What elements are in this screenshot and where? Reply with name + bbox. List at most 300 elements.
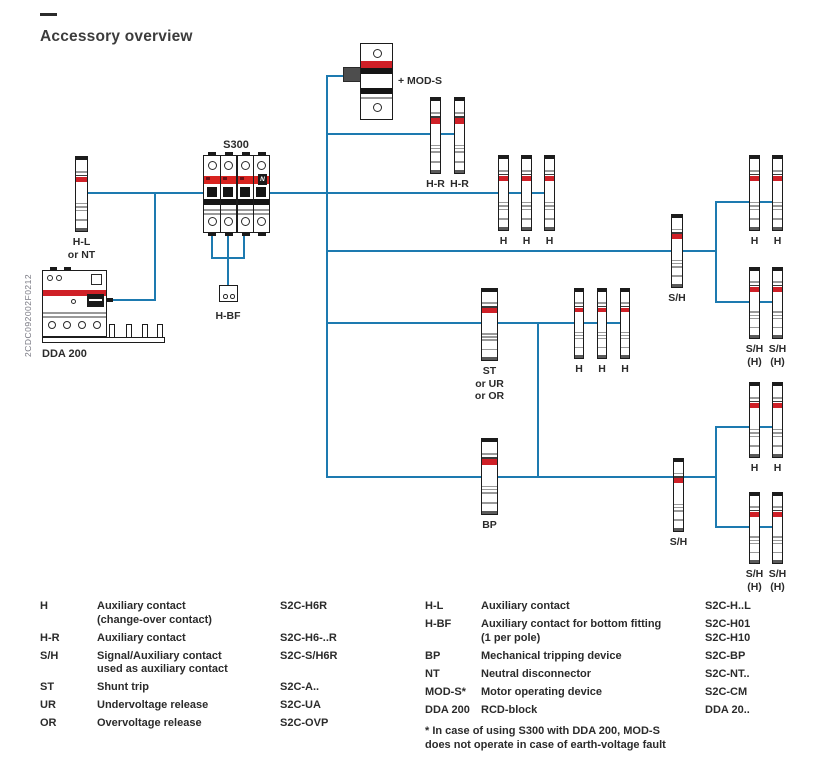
legend-text-line: Shunt trip — [97, 681, 149, 693]
device-label-h-3 — [546, 235, 554, 248]
legend-table-right — [425, 600, 800, 752]
legend-footnote — [425, 725, 800, 752]
device-detail — [455, 112, 464, 114]
title-dash — [40, 13, 57, 16]
device-detail — [750, 315, 759, 317]
legend-desc — [481, 668, 705, 682]
legend-type — [705, 650, 800, 664]
legend-text-line: Auxiliary contact — [97, 631, 186, 644]
device-label-s300: S300 — [223, 139, 249, 151]
terminal-circle — [78, 321, 86, 329]
connector-line — [715, 427, 717, 528]
device-h-r-2 — [454, 97, 465, 174]
device-detail — [499, 205, 508, 207]
device-detail — [76, 219, 87, 221]
device-detail — [455, 145, 464, 147]
device-label-line: H — [598, 363, 606, 375]
legend-text-line: (change-over contact) — [97, 613, 212, 626]
legend-text-line: DDA 20.. — [705, 703, 750, 716]
device-detail — [482, 489, 497, 491]
device-detail — [773, 445, 782, 447]
device-mod-s — [360, 43, 393, 120]
device-detail — [750, 218, 759, 220]
device-detail — [482, 492, 497, 494]
device-label-line: H — [773, 462, 782, 474]
device-detail — [575, 302, 583, 304]
red-band — [522, 176, 531, 181]
device-label-line: or OR — [474, 390, 505, 402]
device-label-line: H — [499, 235, 508, 247]
legend-desc — [481, 600, 705, 614]
device-detail — [750, 397, 759, 399]
device-cap — [545, 156, 554, 159]
device-detail — [750, 318, 759, 320]
device-label-line: H — [522, 235, 531, 247]
legend-type — [280, 632, 410, 646]
device-detail — [499, 218, 508, 220]
legend-row — [425, 650, 800, 664]
device-dda200 — [42, 270, 107, 337]
legend-row — [40, 650, 410, 677]
device-detail — [773, 432, 782, 434]
device-h-mid-1 — [574, 288, 584, 359]
legend-type — [280, 699, 410, 713]
device-label-line: S/H — [745, 568, 764, 580]
device-label-line: (H) — [770, 355, 785, 368]
device-label-line: ST — [482, 365, 497, 377]
device-detail — [455, 148, 464, 150]
document-id-vertical-label: 2CDC092002F0212 — [23, 273, 33, 357]
terminal-circle — [208, 217, 217, 226]
device-detail — [750, 552, 759, 554]
device-detail — [773, 281, 782, 283]
device-detail — [750, 432, 759, 434]
black-band — [361, 68, 392, 74]
legend-text-line: NT — [425, 667, 440, 680]
device-label-h-mid-3 — [621, 363, 629, 376]
device-cap — [750, 335, 759, 339]
device-detail — [672, 260, 682, 262]
terminal-circle — [257, 161, 266, 170]
device-cap — [773, 335, 782, 339]
legend-text-line: S2C-OVP — [280, 717, 329, 729]
connector-line — [326, 250, 717, 252]
device-detail — [598, 332, 606, 334]
red-band — [482, 308, 497, 313]
device-label-shh-low-1 — [746, 568, 764, 593]
red-band — [773, 287, 782, 292]
legend-type — [280, 717, 410, 731]
device-detail — [773, 543, 782, 545]
device-h-mid-3 — [620, 288, 630, 359]
red-band — [750, 512, 759, 517]
device-h-up-right-1 — [749, 155, 760, 231]
connector-line — [326, 133, 462, 135]
legend-row — [40, 717, 410, 731]
device-detail — [522, 209, 531, 211]
device-detail — [598, 302, 606, 304]
module-separator — [220, 156, 222, 232]
device-detail — [76, 210, 87, 212]
device-detail — [773, 540, 782, 542]
legend-term — [425, 686, 481, 700]
terminal-circle — [257, 217, 266, 226]
legend-term — [425, 600, 481, 614]
base-rail — [42, 337, 165, 343]
device-detail — [750, 311, 759, 313]
coupling-pin — [106, 298, 113, 302]
legend-row — [40, 699, 410, 713]
red-band — [361, 61, 392, 68]
device-label-sh-lower — [670, 536, 688, 549]
device-detail — [482, 486, 497, 488]
test-button — [71, 299, 76, 304]
device-detail — [750, 202, 759, 204]
device-sh-upper — [671, 214, 683, 288]
coupling-pin — [142, 324, 148, 338]
device-cap — [575, 355, 583, 359]
device-label-line: BP — [482, 519, 497, 531]
device-detail — [575, 335, 583, 337]
device-h-mid-2 — [597, 288, 607, 359]
window-detail — [91, 274, 102, 285]
legend-text-line: H-BF — [425, 618, 452, 630]
device-detail — [545, 209, 554, 211]
red-band — [773, 403, 782, 408]
device-label-h-up-right-2 — [774, 235, 782, 248]
legend-desc — [481, 650, 705, 664]
device-detail — [773, 429, 782, 431]
terminal-tab — [208, 152, 216, 156]
legend-row — [40, 632, 410, 646]
connector-line — [715, 526, 779, 528]
device-label-mod-s: + MOD-S — [398, 75, 443, 87]
legend-text-line: Motor operating device — [481, 685, 603, 698]
device-shh-low-1 — [749, 492, 760, 564]
connector-line — [326, 75, 328, 478]
red-band — [482, 459, 497, 464]
device-detail — [499, 209, 508, 211]
device-detail — [43, 316, 106, 318]
device-detail — [672, 275, 682, 277]
terminal-tab — [258, 152, 266, 156]
device-detail — [482, 349, 497, 351]
device-label-line: H — [773, 235, 782, 247]
terminal-circle — [224, 161, 233, 170]
device-label-line: H-R — [426, 178, 445, 190]
terminal-circle — [223, 294, 228, 299]
device-detail — [621, 347, 629, 349]
device-shh-low-2 — [772, 492, 783, 564]
device-detail — [431, 161, 440, 163]
device-h-low-right-1 — [749, 382, 760, 458]
device-label-st — [475, 365, 504, 403]
device-label-line: H — [545, 235, 554, 247]
connector-line — [715, 301, 779, 303]
legend-term — [40, 650, 97, 677]
terminal-circle — [230, 294, 235, 299]
device-cap — [773, 268, 782, 271]
device-cap — [773, 156, 782, 159]
device-h-r-1 — [430, 97, 441, 174]
legend-text-line: OR — [40, 717, 57, 729]
connector-line — [154, 193, 156, 300]
red-band — [674, 478, 683, 483]
connector-line — [243, 232, 245, 259]
device-detail — [674, 473, 683, 475]
legend-text-line: H — [40, 600, 48, 612]
legend-text-line: Mechanical tripping device — [481, 649, 622, 662]
coupling-pin — [126, 324, 132, 338]
red-band — [431, 118, 440, 123]
legend-text-line: Undervoltage release — [97, 699, 209, 711]
legend-row — [425, 600, 800, 614]
legend-text-line: ST — [40, 681, 55, 693]
device-label-line: S/H — [768, 568, 787, 580]
legend-text-line: S2C-S/H6R — [280, 649, 338, 662]
device-label-h-up-right-1 — [751, 235, 759, 248]
device-cap — [482, 357, 497, 361]
legend-desc — [97, 717, 280, 731]
mounting-hole — [373, 103, 382, 112]
device-detail — [431, 112, 440, 114]
legend-text-line: Overvoltage release — [97, 717, 202, 729]
mounting-hole — [373, 49, 382, 58]
device-cap — [750, 383, 759, 386]
connector-line — [537, 323, 539, 478]
device-detail — [672, 229, 682, 231]
device-detail — [773, 318, 782, 320]
legend-table-left — [40, 600, 410, 735]
device-label-shh-up-2 — [769, 343, 787, 368]
legend-text-line: S2C-BP — [705, 649, 746, 662]
red-band — [455, 118, 464, 123]
device-detail — [598, 335, 606, 337]
legend-type — [280, 681, 410, 695]
terminal-circle — [224, 217, 233, 226]
device-label-h-1 — [500, 235, 508, 248]
device-cap — [674, 528, 683, 532]
terminal-circle — [93, 321, 101, 329]
device-cap — [522, 156, 531, 159]
device-detail — [76, 171, 87, 173]
connector-line — [715, 202, 717, 303]
device-h-1 — [498, 155, 509, 231]
device-label-h-2 — [523, 235, 531, 248]
device-label-line: or NT — [67, 248, 96, 261]
device-h-bf — [219, 285, 238, 302]
legend-text-line: RCD-block — [481, 703, 538, 716]
coupling-pin — [157, 324, 163, 338]
device-detail — [621, 338, 629, 340]
legend-type — [705, 600, 800, 614]
device-detail — [773, 506, 782, 508]
legend-row — [425, 686, 800, 700]
legend-text-line: H-L — [425, 600, 444, 612]
device-detail — [361, 97, 392, 99]
device-label-line: (H) — [747, 355, 762, 368]
device-detail — [621, 332, 629, 334]
terminal-circle — [47, 275, 53, 281]
legend-desc — [97, 600, 280, 627]
coupling-pin — [109, 324, 115, 338]
legend-row — [40, 681, 410, 695]
legend-row — [425, 668, 800, 682]
device-detail — [750, 209, 759, 211]
legend-desc — [97, 681, 280, 695]
legend-text-line: H-R — [40, 631, 60, 644]
device-detail — [76, 206, 87, 208]
device-detail — [482, 339, 497, 341]
legend-desc — [97, 650, 280, 677]
device-cap — [482, 439, 497, 442]
band-mark — [223, 177, 227, 180]
device-cap — [773, 227, 782, 231]
device-detail — [545, 205, 554, 207]
legend-desc — [97, 632, 280, 646]
device-cap — [773, 454, 782, 458]
legend-term — [425, 668, 481, 682]
device-detail — [598, 338, 606, 340]
device-label-line: H — [750, 235, 759, 247]
device-cap — [575, 289, 583, 292]
legend-type — [280, 650, 410, 677]
legend-text-line: (1 per pole) — [481, 631, 541, 644]
device-bp — [481, 438, 498, 515]
device-detail — [621, 302, 629, 304]
device-detail — [431, 151, 440, 153]
legend-type — [705, 686, 800, 700]
legend-text-line: S2C-H01 — [705, 618, 751, 630]
device-detail — [455, 161, 464, 163]
legend-text-line: S2C-H6R — [280, 600, 328, 612]
legend-desc — [481, 686, 705, 700]
device-label-line: S/H — [745, 343, 764, 355]
legend-term — [425, 618, 481, 645]
red-band — [598, 308, 606, 313]
device-cap — [431, 170, 440, 174]
device-label-h-mid-1 — [575, 363, 583, 376]
device-detail — [43, 312, 106, 314]
device-detail — [773, 536, 782, 538]
device-detail — [674, 504, 683, 506]
connector-line — [715, 426, 779, 428]
legend-row — [425, 704, 800, 718]
device-detail — [545, 202, 554, 204]
device-label-h-mid-2 — [598, 363, 606, 376]
legend-text-line: BP — [425, 649, 441, 662]
device-h-3 — [544, 155, 555, 231]
device-cap — [482, 289, 497, 292]
terminal-circle — [48, 321, 56, 329]
device-detail — [750, 436, 759, 438]
device-detail — [672, 266, 682, 268]
device-detail — [773, 218, 782, 220]
device-label-line: H — [750, 462, 759, 474]
device-label-line: H-R — [450, 178, 469, 190]
footnote-line: * In case of using S300 with DDA 200, MOD-S — [425, 725, 660, 737]
legend-term — [40, 699, 97, 713]
terminal-tab — [258, 232, 266, 236]
terminal-tab — [208, 232, 216, 236]
device-label-line: (H) — [770, 580, 785, 593]
legend-text-line: Auxiliary contact — [97, 600, 186, 612]
legend-term — [425, 650, 481, 664]
device-detail — [455, 151, 464, 153]
device-cap — [672, 284, 682, 288]
device-detail — [773, 205, 782, 207]
device-detail — [431, 148, 440, 150]
device-cap — [499, 156, 508, 159]
legend-desc — [481, 618, 705, 645]
device-detail — [482, 453, 497, 455]
device-cap — [750, 493, 759, 496]
device-detail — [750, 429, 759, 431]
connector-line — [211, 232, 213, 259]
device-detail — [773, 170, 782, 172]
device-cap — [598, 355, 606, 359]
device-cap — [773, 560, 782, 564]
device-detail — [773, 209, 782, 211]
device-label-h-l — [68, 236, 95, 261]
legend-type — [705, 704, 800, 718]
device-detail — [482, 333, 497, 335]
device-detail — [76, 203, 87, 205]
device-detail — [750, 281, 759, 283]
terminal-tab — [242, 232, 250, 236]
legend-text-line: S2C-H..L — [705, 600, 751, 612]
legend-term — [40, 600, 97, 627]
black-band — [361, 88, 392, 94]
device-cap — [482, 511, 497, 515]
red-band — [621, 308, 629, 313]
device-label-shh-low-2 — [769, 568, 787, 593]
device-detail — [482, 336, 497, 338]
device-cap — [750, 227, 759, 231]
mechanism-block — [87, 294, 104, 307]
legend-type — [705, 618, 800, 645]
device-label-line: (H) — [747, 580, 762, 593]
device-label-line: S/H — [768, 343, 787, 355]
device-cap — [499, 227, 508, 231]
device-label-h-low-right-1 — [751, 462, 759, 475]
toggle-switch — [240, 187, 250, 197]
device-detail — [621, 335, 629, 337]
device-detail — [522, 218, 531, 220]
device-label-line: or UR — [475, 377, 504, 390]
legend-text-line: MOD-S* — [425, 685, 466, 698]
device-detail — [674, 510, 683, 512]
connector-line — [211, 257, 245, 259]
connector-line — [715, 201, 779, 203]
device-detail — [499, 202, 508, 204]
device-detail — [575, 332, 583, 334]
band-mark — [240, 177, 244, 180]
legend-type — [705, 668, 800, 682]
device-detail — [545, 218, 554, 220]
device-shh-up-2 — [772, 267, 783, 339]
device-detail — [482, 502, 497, 504]
device-detail — [750, 540, 759, 542]
legend-term — [40, 681, 97, 695]
device-label-line: S/H — [668, 292, 686, 304]
device-detail — [674, 507, 683, 509]
device-h-l — [75, 156, 88, 232]
device-h-low-right-2 — [772, 382, 783, 458]
legend-row — [425, 618, 800, 645]
device-label-h-bf: H-BF — [215, 310, 241, 322]
legend-term — [40, 632, 97, 646]
